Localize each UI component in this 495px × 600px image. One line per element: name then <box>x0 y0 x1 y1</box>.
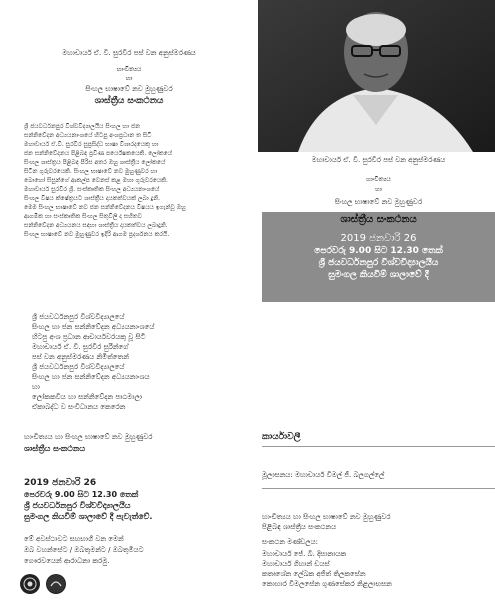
para-line: සන්නිවේදන අධ්‍යයනය සඳහා ශාස්ත්‍රීය දායකත්වය ලබාදුනි. <box>24 222 168 229</box>
divider <box>262 488 495 489</box>
sponsor-list <box>32 312 246 412</box>
panel-title: සංකථන මණ්ඩලය: <box>262 538 318 546</box>
right-time: පෙරවරු 9.00 සිට 12.30 තෙක් <box>314 246 443 256</box>
event-heading-1: හාංචිත්‍යය හා සිංහල භාෂාවේ නව මුහුණුවර <box>24 433 153 441</box>
right-sub2: හා <box>375 186 382 193</box>
list-item: ශ්‍රී ජයවර්ධනපුර විශ්වවිද්‍යාලයේ <box>32 313 125 321</box>
para-line: සන්නිවේදන අධ්‍යයනාංශයේ හිටපු අංශප්‍රධාන ත සිටි <box>24 132 152 139</box>
para-line: සිංහල භාෂාවේ නව මුහුණුවර ඉදිරි ආගම ප්‍රදර්ශනය කරයි. <box>24 231 170 238</box>
event-date: 2019 ජනවාරි 26 <box>24 478 97 488</box>
para-line: සිටින ගුරුවරයෙකි. සිංහල භාෂාවේ නව මුහුණුවර හා <box>24 168 158 175</box>
panel-list <box>262 549 495 589</box>
right-sub1: හාංචිත්‍යය <box>366 176 391 183</box>
divider <box>262 446 495 447</box>
chair: මූලාසනය: මහාචාර්ය විමල් ජී. බලගල්ලේ <box>262 471 385 479</box>
list-item: ලෝකකවිය හා සන්නිවේදන පාඨමාලා <box>32 393 143 401</box>
event-banner <box>262 212 495 302</box>
topic-line-1: හාංචිත්‍යය හා සිංහල භාෂාවේ නව මුහුණුවර <box>262 513 391 521</box>
panel-member: මහාචාර්ය ගිහාන් ඩයස් <box>262 560 330 568</box>
right-sub3: සිංහල භාෂාවේ නව මුහුණුවර <box>334 198 423 206</box>
event-time: පෙරවරු 9.00 සිට 12.30 තෙක් <box>24 490 139 499</box>
invite-line-2: ඔබ වහන්සේට / ඔබතුමන්ට / ඔබතුමියට <box>24 546 144 554</box>
event-venue-1: ශ්‍රී ජයවර්ධනපුර විශ්වවිද්‍යාලයීය <box>24 501 131 510</box>
right-venue-2: සුමංගල කියවීම් ශාලාවේ දී <box>328 270 429 280</box>
para-line: ජන සන්නිවේදනය පිළිබඳ ප්‍රවීණ පර්යේෂකයෙකි. ලෝකයේ <box>24 150 172 157</box>
right-date: 2019 ජනවාරි 26 <box>340 233 417 244</box>
right-title: මහාචාර්ය ඒ. වී. සුරවීර පස් වන අනුස්මරණය <box>311 156 446 164</box>
para-line: සිංහල ශාස්ත්‍රය පිළිබඳ පිරිස අතර ඔහු ශාස්ත්‍රීය ලෝකයේ <box>24 159 166 166</box>
event-heading-2: ශාස්ත්‍රීය සංකථනය <box>24 444 86 453</box>
list-item: හිටපු අංශ ප්‍රධාන ආචාර්යවරයකු වූ සිටි <box>32 333 146 341</box>
left-sub3: සිංහල භාෂාවේ නව මුහුණුවර <box>85 85 173 93</box>
para-line: සිංහල විෂය ක්ෂේත්‍රයට ශාස්ත්‍රීය දායකත්වයක් ලබා දුනි. <box>24 195 161 202</box>
topic-line-2: පිළිබඳ ශාස්ත්‍රීය සංකථනය <box>262 523 337 531</box>
panel-member: කොහාර විමලසේන ගුණසේකර නිළලාභසන <box>262 580 392 588</box>
portrait-photo <box>258 0 495 152</box>
left-heading: ශාස්ත්‍රීය සංකථනය <box>94 96 164 106</box>
event-venue-2: සුමංගල කියවීම් ශාලාවේ දී පැවැත්වේ. <box>24 512 153 521</box>
department-logo <box>46 574 66 594</box>
panel-member: කතෘශේන ලේඛක අජිත් තිලකසේන <box>262 570 366 578</box>
para-line: මහාචාර්ය ඒ.වී. සුරවීර සුප්‍රසිද්ධ භාෂා විශාරදයෙකු හා <box>24 141 159 148</box>
invite-line-3: ගෞරවයෙන් ආරාධනා කරමු. <box>24 557 110 565</box>
list-item: හා <box>32 383 40 391</box>
list-item: ඒකාබද්ධ ව සංවිධානය කෙරෙන <box>32 403 126 411</box>
list-item: සිංහල හා ජන සන්නිවේදන අධ්‍යයනාංශය <box>32 373 150 381</box>
para-line: ශ්‍රී ජයවර්ධනපුර විශ්වවිද්‍යාලයීය සිංහල හා ජන <box>24 123 140 130</box>
right-heading: ශාස්ත්‍රීය සංකථනය <box>340 214 417 225</box>
intro-paragraph <box>24 122 246 239</box>
list-item: පස් වන අනුස්මරණය නිමිත්තෙන් <box>32 353 129 361</box>
para-line: බොහෝ සිසුන්ගේ ආකල්ප වෙනස් කළ මහා ගුරුවරයෙකි. <box>24 177 168 184</box>
invite-line-1: මේ අවස්ථාවට සහභාගී වන මෙන් <box>24 535 124 543</box>
university-logo <box>20 574 40 594</box>
right-venue-1: ශ්‍රී ජයවර්ධනපුර විශ්වවිද්‍යාලයීය <box>318 258 439 268</box>
program-title: කාර්යාවලී <box>262 432 301 442</box>
list-item: ශ්‍රී ජයවර්ධනපුර විශ්වවිද්‍යාලයේ <box>32 363 125 371</box>
para-line: මහාචාර්ය සුරවීර ශ්‍රී. සංස්කෘතික සිංහල අධ්‍යයනාංශයේ <box>24 186 160 193</box>
panel-member: මහාචාර්ය ජේ. බී. දිසානායක <box>262 550 347 558</box>
para-line: මෙම සිංහල භාෂාවේ නව ජන සන්නිවේදනය විෂයය ඉගැන්වූ ඔහු <box>24 204 186 211</box>
left-sub2: හා <box>125 75 133 82</box>
left-sub1: හාංචිත්‍යය <box>116 66 142 73</box>
left-title: මහාචාර්ය ඒ. වී. සුරවීර පස් වන අනුස්මරණය <box>62 49 196 57</box>
list-item: සිංහල හා ජන සන්නිවේදන අධ්‍යයනාංශයේ <box>32 323 155 331</box>
para-line: ආගමික හා සංස්කෘතික සිංහල සිතුවිලි ද සහිතව <box>24 213 142 220</box>
list-item: මහාචාර්ය ඒ. වී. සුරවීර සුරින්ගේ <box>32 343 129 351</box>
